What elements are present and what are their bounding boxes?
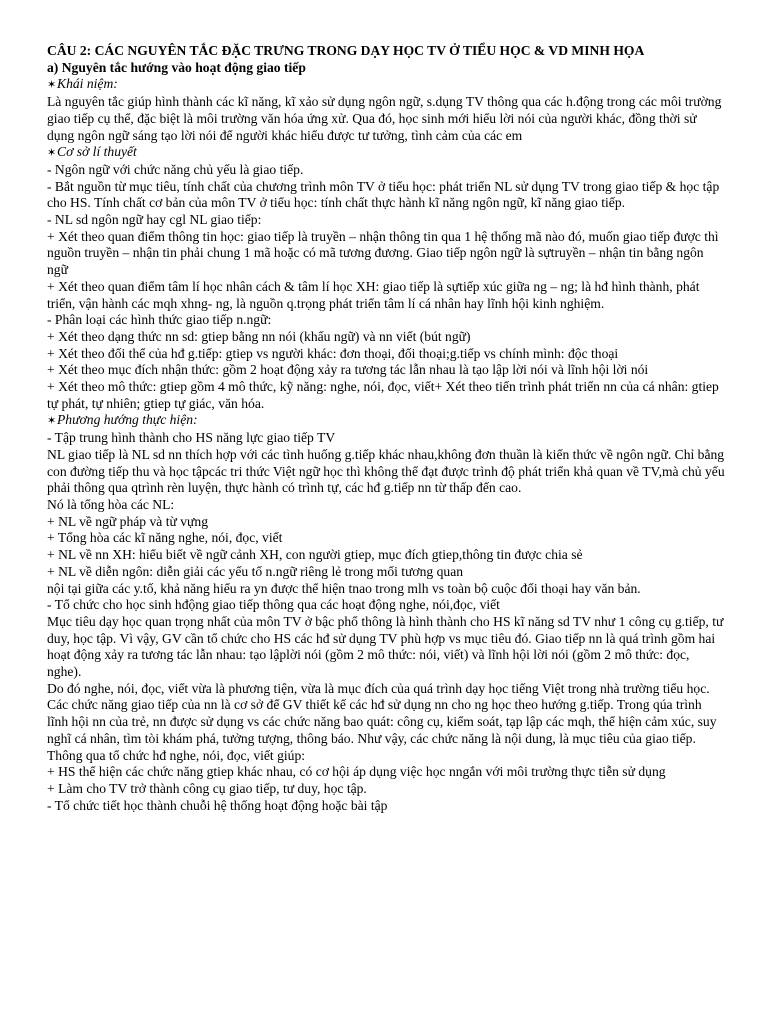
- paragraph-line: - Tổ chức cho học sinh hđộng giao tiếp thông qua các hoạt động nghe, nói,đọc, viết: [47, 597, 500, 613]
- page-title: CÂU 2: CÁC NGUYÊN TẮC ĐẶC TRƯNG TRONG DẠY HỌC TV Ở TIỂU HỌC & VD MINH HỌA: [47, 43, 645, 58]
- paragraph-line: + Xét theo mô thức: gtiep gồm 4 mô thức, kỹ năng: nghe, nói, đọc, viết+ Xét theo tiến trình phát triển nn của cá nhân: gtiep tự phát, tự nhiên; gtiep tự giác, văn hóa.: [47, 379, 719, 411]
- paragraph-line: + NL về diễn ngôn: diễn giải các yếu tố n.ngữ riêng lẻ trong mối tương quan: [47, 563, 464, 579]
- paragraph-line: + NL về ngữ pháp và từ vựng: [47, 513, 209, 529]
- paragraph-line: + Xét theo quan điểm thông tin học: giao tiếp là truyền – nhận thông tin qua 1 hệ thống mã nào đó, muốn giao tiếp được thì nguồn truyền – nhận tin phải chung 1 mã hoặc có mã tương đương. Giao tiếp ngôn ngữ là sựtruyền – nhận tin bằng ngôn ngữ: [47, 228, 719, 278]
- paragraph-line: + HS thể hiện các chức năng gtiep khác nhau, có cơ hội áp dụng việc học nngắn với môi trường thực tiễn sử dụng: [47, 764, 666, 780]
- paragraph-line: - Phân loại các hình thức giao tiếp n.ngữ:: [47, 312, 272, 328]
- paragraph-line: + Xét theo mục đích nhận thức: gồm 2 hoạt động xảy ra tương tác lẫn nhau là tạo lập lời nói và lĩnh hội lời nói: [47, 362, 649, 378]
- phuong-huong-label: Phương hướng thực hiện:: [57, 412, 198, 428]
- paragraph-line: - Tập trung hình thành cho HS năng lực giao tiếp TV: [47, 430, 336, 446]
- paragraph-line: + Làm cho TV trở thành công cụ giao tiếp, tư duy, học tập.: [47, 780, 367, 796]
- paragraph-line: - Ngôn ngữ với chức năng chủ yếu là giao tiếp.: [47, 161, 304, 177]
- star-bullet-icon: ✶: [47, 415, 57, 428]
- paragraph-line: Thông qua tổ chức hđ nghe, nói, đọc, viết giúp:: [47, 747, 306, 763]
- phuong-huong-heading: [47, 412, 725, 430]
- khai-niem-label: Khái niệm:: [57, 76, 118, 92]
- section-heading-a: a) Nguyên tắc hướng vào hoạt động giao tiếp: [47, 59, 306, 75]
- document-page: [47, 43, 725, 814]
- star-bullet-icon: ✶: [47, 79, 57, 92]
- paragraph-line: - Bắt nguồn từ mục tiêu, tính chất của chương trình môn TV ở tiểu học: phát triển NL sử dụng TV trong giao tiếp & học tập cho HS. Tính chất cơ bản của môn TV ở tiểu học: tính chất thực hành kĩ năng ngôn ngữ, kĩ năng giao tiếp.: [47, 178, 720, 211]
- paragraph-line: Do đó nghe, nói, đọc, viết vừa là phương tiện, vừa là mục đích của quá trình dạy học tiếng Việt trong nhà trường tiểu học. Các chức năng giao tiếp của nn là cơ sở để GV thiết kế các hđ sử dụng nn cho ng học theo hướng g.tiếp. Trong qúa trình lĩnh hội nn của trẻ, nn được sử dụng vs các chức năng bao quát: công cụ, kiểm soát, tạp lập các mqh, thể hiện cảm xúc, suy nghĩ cá nhân, tìm tòi khám phá, tưởng tượng, thông báo. Như vậy, các chức năng là nội dung, là mục tiêu của giao tiếp.: [47, 680, 717, 746]
- co-so-heading: [47, 144, 725, 162]
- paragraph-line: + Xét theo dạng thức nn sd: gtiep bằng nn nói (khẩu ngữ) và nn viết (bút ngữ): [47, 328, 471, 344]
- paragraph-line: Nó là tổng hòa các NL:: [47, 496, 175, 512]
- paragraph-line: + NL về nn XH: hiểu biết về ngữ cảnh XH, con người gtiep, mục đích gtiep,thông tin được chia sẻ: [47, 547, 583, 563]
- co-so-label: Cơ sở lí thuyết: [57, 144, 137, 160]
- paragraph-line: + Xét theo đối thể của hđ g.tiếp: gtiep vs người khác: đơn thoại, đối thoại;g.tiếp vs chính mình: độc thoại: [47, 345, 619, 361]
- khai-niem-heading: [47, 76, 725, 94]
- paragraph-line: + Xét theo quan điểm tâm lí học nhân cách & tâm lí học XH: giao tiếp là sựtiếp xúc giữa ng – ng; là hđ hình thành, phát triển, vận hành các mqh xhng- ng, là nguồn q.trọng phát triển tâm lí cá nhân hay lĩnh hội kinh nghiệm.: [47, 278, 700, 311]
- paragraph-line: NL giao tiếp là NL sd nn thích hợp với các tình huống g.tiếp khác nhau,không đơn thuần là kiến thức về ngôn ngữ. Chỉ bằng con đường tiếp thu và học tậpcác tri thức Việt ngữ học thì không thể đạt được trình độ phát triển khả quan về TV,mà chủ yếu phải thông qua qtrình rèn luyện, thực hành có trình tự, các hđ g.tiếp nn từ thấp đến cao.: [47, 446, 725, 496]
- paragraph-line: Mục tiêu dạy học quan trọng nhất của môn TV ở bậc phổ thông là hình thành cho HS kĩ năng sd TV như 1 công cụ g.tiếp, tư duy, học tập. Vì vậy, GV cần tổ chức cho HS các hđ sử dụng TV phù hợp vs mục tiêu đó. Giao tiếp nn là quá trình gồm hai hoạt động xảy ra tương tác lẫn nhau: tạo lậplời nói (gồm 2 mô thức: nói, viết) và lĩnh hội lời nói (gồm 2 mô thức: đọc, nghe).: [47, 613, 724, 680]
- paragraph-line: - Tổ chức tiết học thành chuỗi hệ thống hoạt động hoặc bài tập: [47, 797, 388, 813]
- paragraph-line: - NL sd ngôn ngữ hay cgl NL giao tiếp:: [47, 212, 262, 228]
- paragraph-line: nội tại giữa các y.tố, khả năng hiểu ra yn được thể hiện tnao trong mlh vs toàn bộ cuộc đối thoại hay văn bản.: [47, 580, 641, 596]
- star-bullet-icon: ✶: [47, 147, 57, 160]
- khai-niem-paragraph: Là nguyên tắc giúp hình thành các kĩ năng, kĩ xảo sử dụng ngôn ngữ, s.dụng TV thông qua các h.động trong các môi trường giao tiếp cụ thể, đặc biệt là môi trường văn hóa ứng xử. Qua đó, học sinh mới hiểu lời nói của người khác, đồng thời sử dụng ngôn ngữ sáng tạo lời nói để người khác hiểu được tư tưởng, tình cảm của các em: [47, 94, 722, 143]
- paragraph-line: + Tổng hòa các kĩ năng nghe, nói, đọc, viết: [47, 530, 283, 546]
